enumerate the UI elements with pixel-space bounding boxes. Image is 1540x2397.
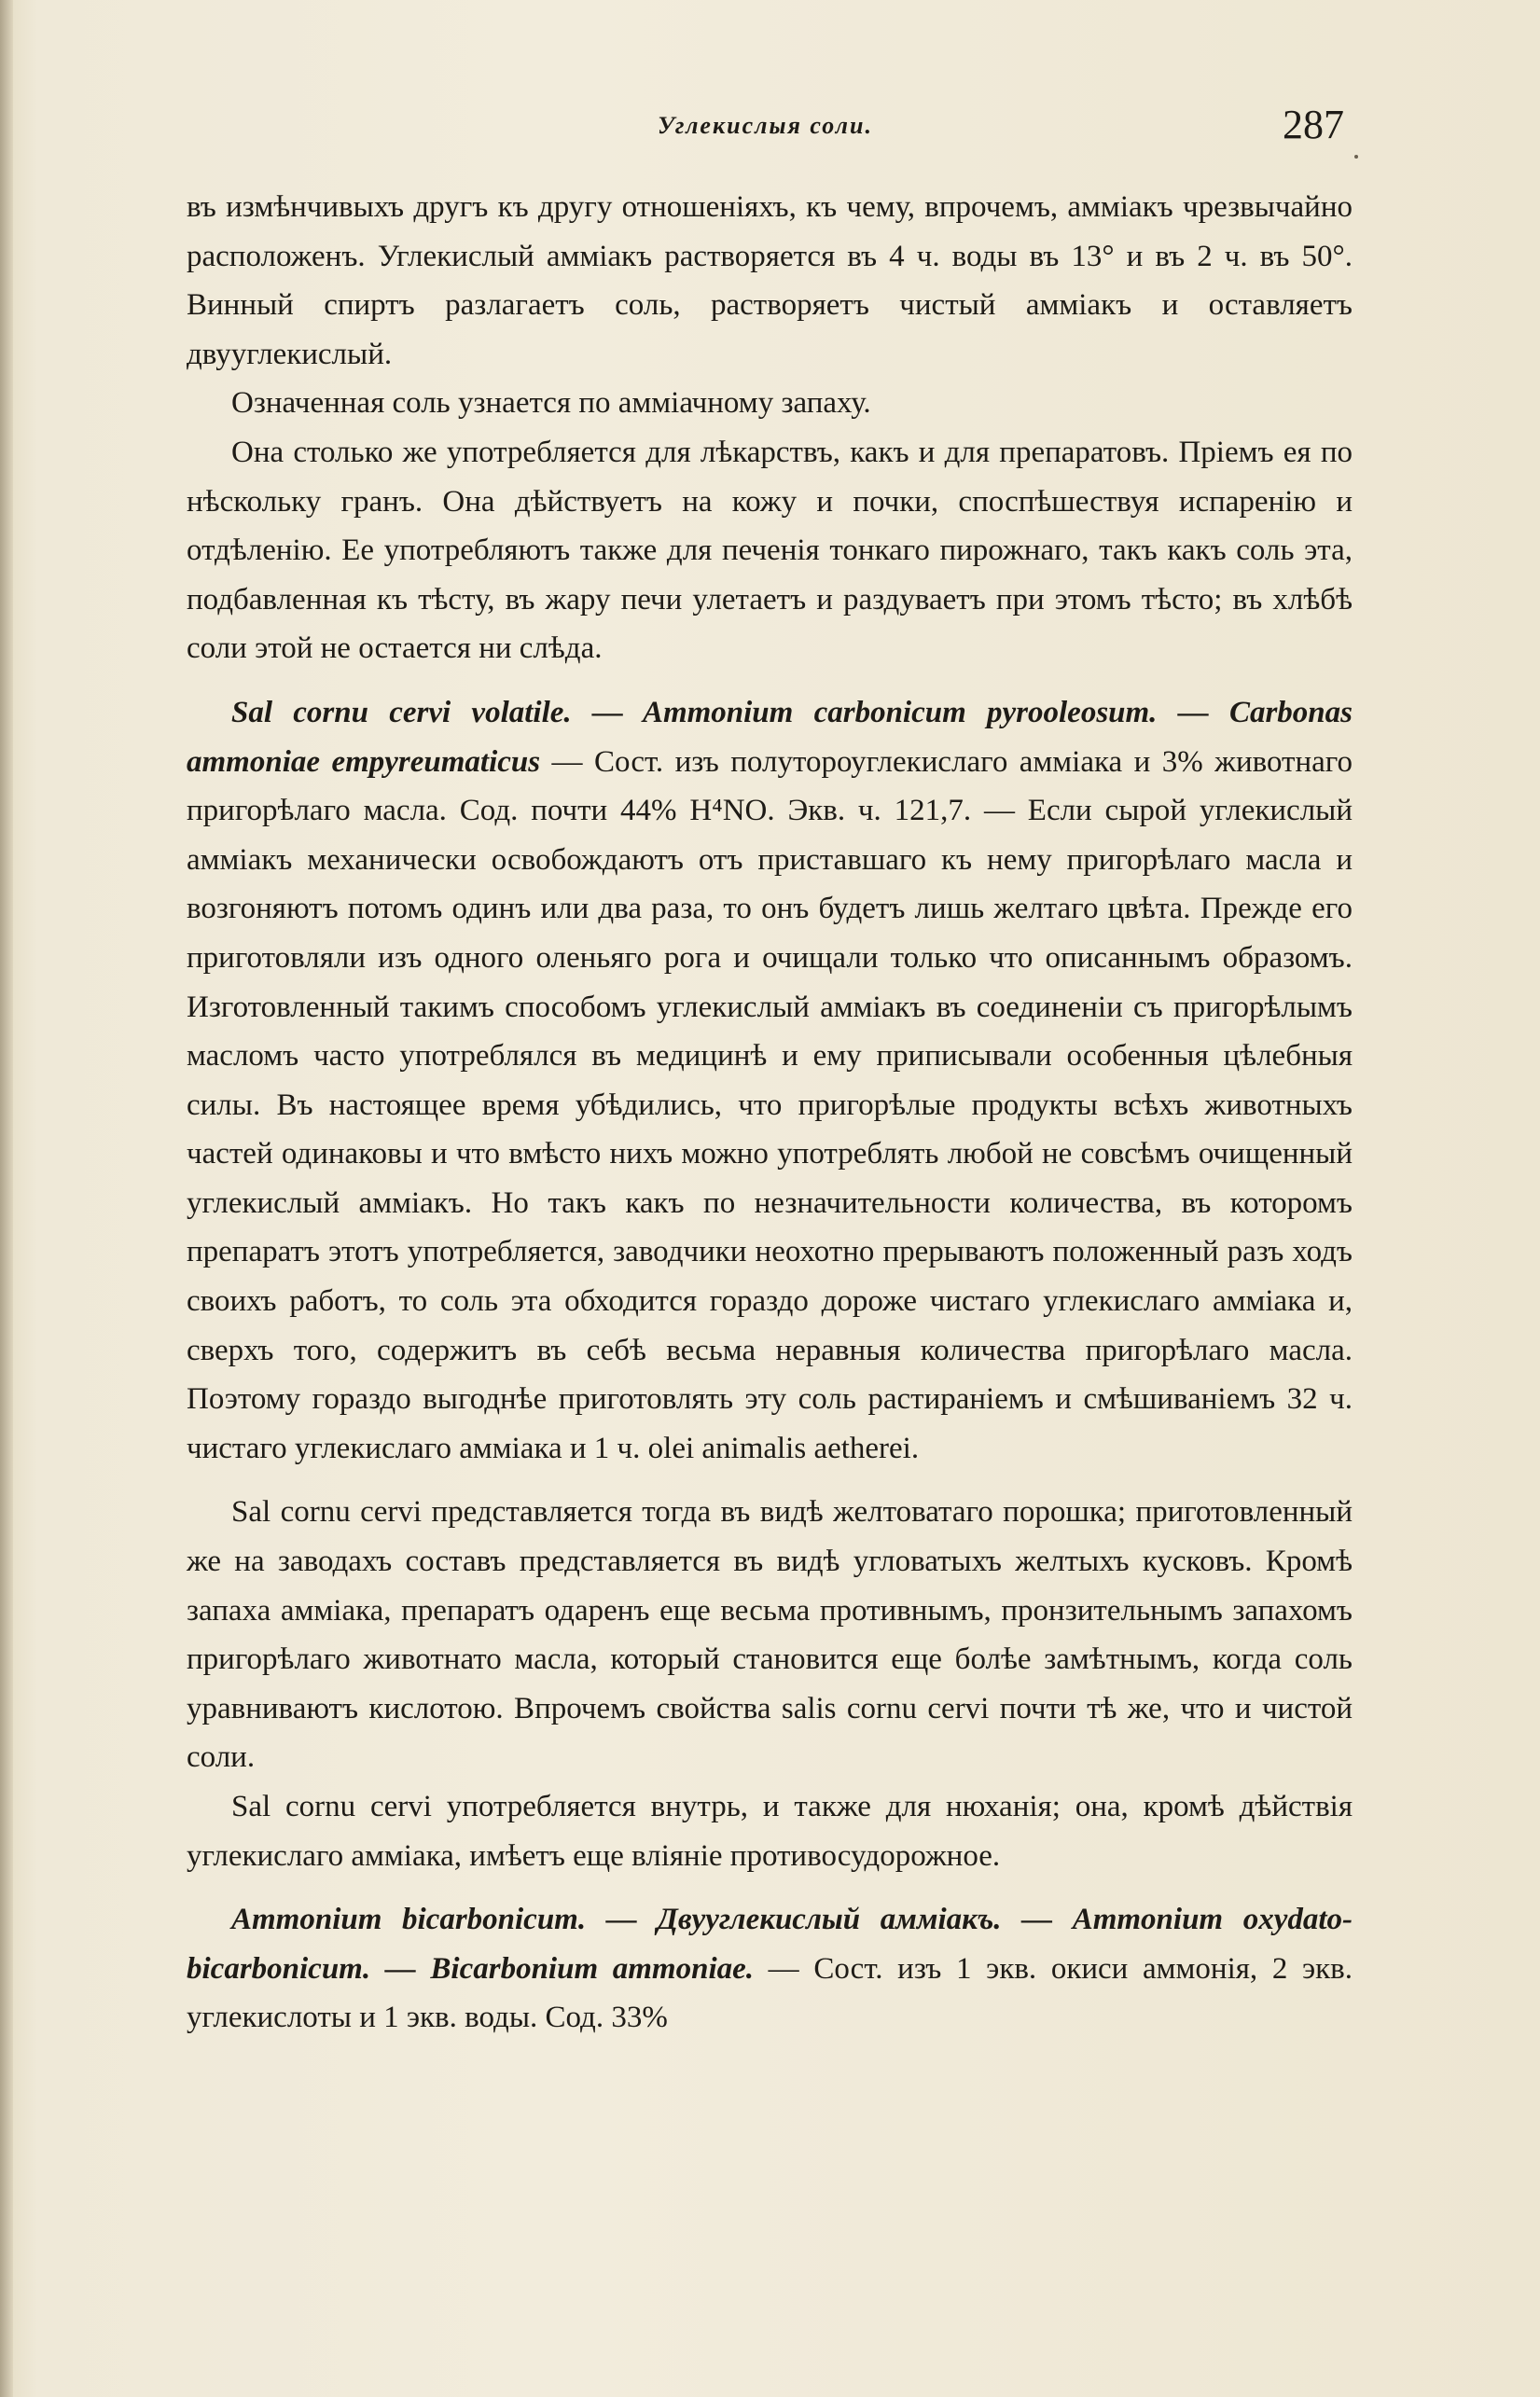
bicarbonate-heading: Ammonium bicarbonicum. — Двууглекислый амміакъ. — Ammonium oxydato-bicarbonicum. — Bicarbonium ammoniae.: [187, 1903, 1353, 1986]
page-header: [187, 101, 1344, 157]
paragraph-6: Sal cornu cervi употребляется внутрь, и также для нюханія; она, кромѣ дѣйствія углекислаго амміака, имѣетъ еще вліяніе противосудорожное.: [187, 1790, 1353, 1873]
ink-speck: [1354, 155, 1358, 159]
paragraph-5: Sal cornu cervi представляется тогда въ видѣ желтоватаго порошка; приготовленный же на заводахъ составъ представляется въ видѣ угловатыхъ желтыхъ кусковъ. Кромѣ запаха амміака, препаратъ одаренъ еще весьма противнымъ, пронзительнымъ запахомъ пригорѣлаго животнато масла, который становится еще болѣе замѣтнымъ, когда соль уравниваютъ кислотою. Впрочемъ свойства salis cornu cervi почти тѣ же, что и чистой соли.: [187, 1495, 1353, 1775]
paragraph-3: Она столько же употребляется для лѣкарствъ, какъ и для препаратовъ. Пріемъ ея по нѣскольку гранъ. Она дѣйствуетъ на кожу и почки, споспѣшествуя испаренію и отдѣленію. Ее употребляютъ также для печенія тонкаго пирожнаго, такъ какъ соль эта, подбавленная къ тѣсту, въ жару печи улетаетъ и раздуваетъ при этомъ тѣсто; въ хлѣбѣ соли этой не остается ни слѣда.: [187, 435, 1353, 666]
paragraph-4-body: — Сост. изъ полутороуглекислаго амміака и 3% животнаго пригорѣлаго масла. Сод. почти 44% H⁴NO. Экв. ч. 121,7. — Если сырой углекислый амміакъ механически освобождаютъ отъ приставшаго къ нему пригорѣлаго масла и возгоняютъ потомъ одинъ или два раза, то онъ будетъ лишь желтаго цвѣта. Прежде его приготовляли изъ одного оленьяго рога и очищали только что описаннымъ образомъ. Изготовленный такимъ способомъ углекислый амміакъ въ соединеніи съ пригорѣлымъ масломъ часто употреблялся въ медицинѣ и ему приписывали особенныя цѣлебныя силы. Въ настоящее время убѣдились, что пригорѣлые продукты всѣхъ животныхъ частей одинаковы и что вмѣсто нихъ можно употреблять любой не совсѣмъ очищенный углекислый амміакъ. Но такъ какъ по незначительности количества, въ которомъ препаратъ этотъ употребляется, заводчики неохотно прерываютъ положенный разъ ходъ своихъ работъ, то соль эта обходится гораздо дороже чистаго углекислаго амміака и, сверхъ того, содержитъ въ себѣ весьма неравныя количества пригорѣлаго масла. Поэтому гораздо выгоднѣе приготовлять эту соль растираніемъ и смѣшиваніемъ 32 ч. чистаго углекислаго амміака и 1 ч. olei animalis aetherei.: [187, 744, 1353, 1465]
paragraph-1: въ измѣнчивыхъ другъ къ другу отношеніяхъ, къ чему, впрочемъ, амміакъ чрезвычайно расположенъ. Углекислый амміакъ растворяется въ 4 ч. воды въ 13° и въ 2 ч. въ 50°. Винный спиртъ разлагаетъ соль, растворяетъ чистый амміакъ и оставляетъ двууглекислый.: [187, 190, 1353, 371]
paragraph-2: Означенная соль узнается по амміачному запаху.: [231, 386, 871, 421]
salt-heading: Sal cornu cervi volatile. — Ammonium carbonicum pyrooleosum. — Carbonas ammoniae empyreumaticus: [187, 695, 1353, 779]
paragraph-7: [187, 1895, 1353, 2043]
paragraph-4: [187, 688, 1353, 1474]
page-number: 287: [1283, 102, 1344, 147]
running-head: Углекислыя соли.: [658, 112, 873, 139]
body-text: [187, 183, 1353, 2043]
paragraph-7-body: — Сост. изъ 1 экв. окиси аммонія, 2 экв. углекислоты и 1 экв. воды. Сод. 33%: [187, 1951, 1353, 2035]
page-edge-shadow: [0, 0, 13, 2397]
